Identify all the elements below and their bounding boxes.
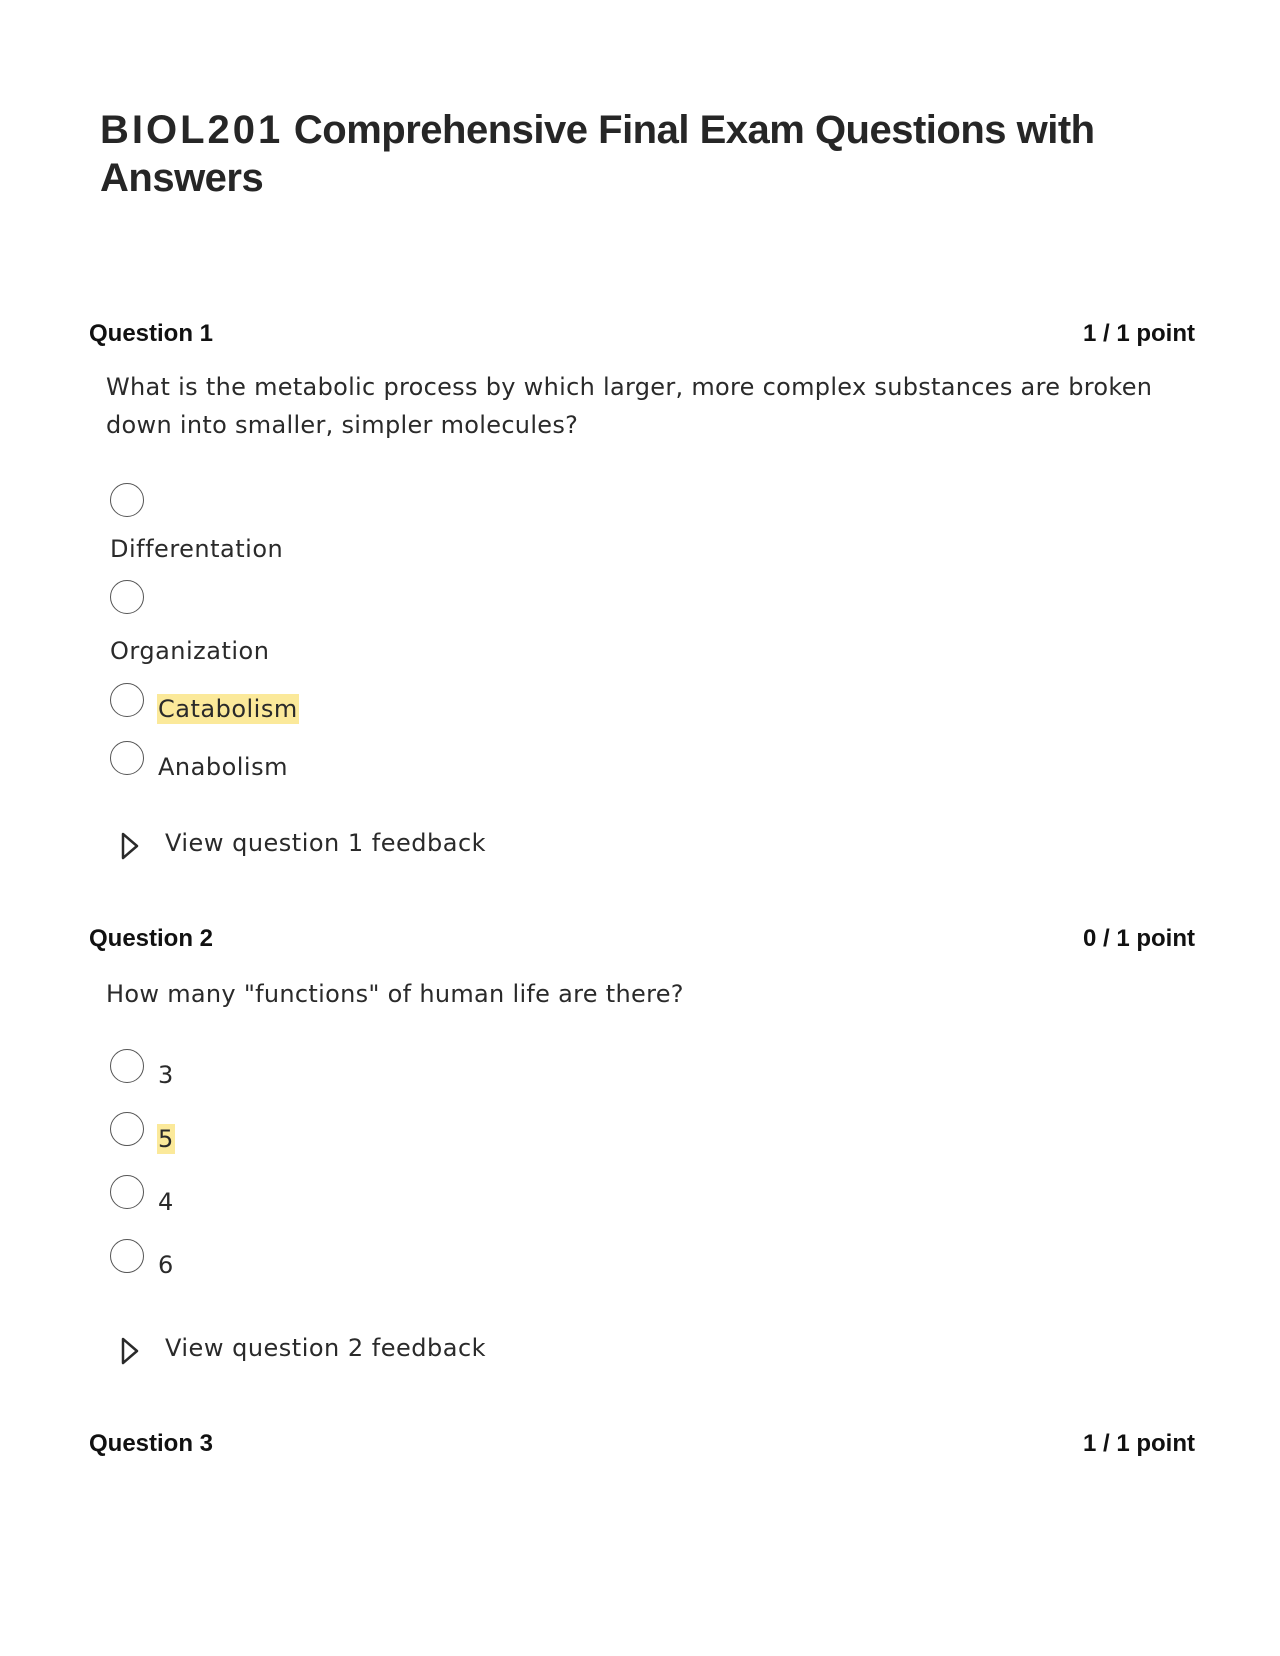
radio-option-4[interactable] (110, 1175, 144, 1209)
question-number: Question 3 (89, 1430, 214, 1457)
expand-triangle-icon (120, 831, 140, 861)
radio-option-differentation[interactable] (110, 483, 144, 517)
radio-option-catabolism[interactable] (110, 683, 144, 717)
option-label: Differentation (110, 535, 284, 563)
option-label: 6 (158, 1251, 174, 1279)
feedback-label: View question 2 feedback (165, 1334, 487, 1362)
option-label-highlighted: Catabolism (158, 695, 298, 723)
document-title (100, 106, 1100, 202)
expand-triangle-icon (120, 1336, 140, 1366)
option-label: 3 (158, 1061, 174, 1089)
question-points: 0 / 1 point (1082, 925, 1195, 952)
title-text: Comprehensive Final Exam Questions with Answers (100, 108, 1095, 200)
radio-option-6[interactable] (110, 1239, 144, 1273)
question-2-text: How many "functions" of human life are there? (106, 980, 684, 1008)
question-points: 1 / 1 point (1082, 320, 1195, 347)
question-2-header (89, 925, 1195, 955)
question-3-header (89, 1430, 1195, 1460)
option-label: Anabolism (158, 753, 288, 781)
question-1-text: What is the metabolic process by which larger, more complex substances are broken down into smaller, simpler molecules? (106, 373, 1153, 439)
radio-option-organization[interactable] (110, 580, 144, 614)
radio-option-anabolism[interactable] (110, 741, 144, 775)
option-label-highlighted: 5 (158, 1125, 174, 1153)
question-number: Question 1 (89, 320, 214, 347)
feedback-label: View question 1 feedback (165, 829, 487, 857)
question-1-header (89, 320, 1195, 350)
radio-option-5[interactable] (110, 1112, 144, 1146)
question-number: Question 2 (89, 925, 214, 952)
option-label: Organization (110, 637, 270, 665)
radio-option-3[interactable] (110, 1049, 144, 1083)
course-code: BIOL201 (100, 108, 284, 152)
question-points: 1 / 1 point (1082, 1430, 1195, 1457)
option-label: 4 (158, 1188, 174, 1216)
